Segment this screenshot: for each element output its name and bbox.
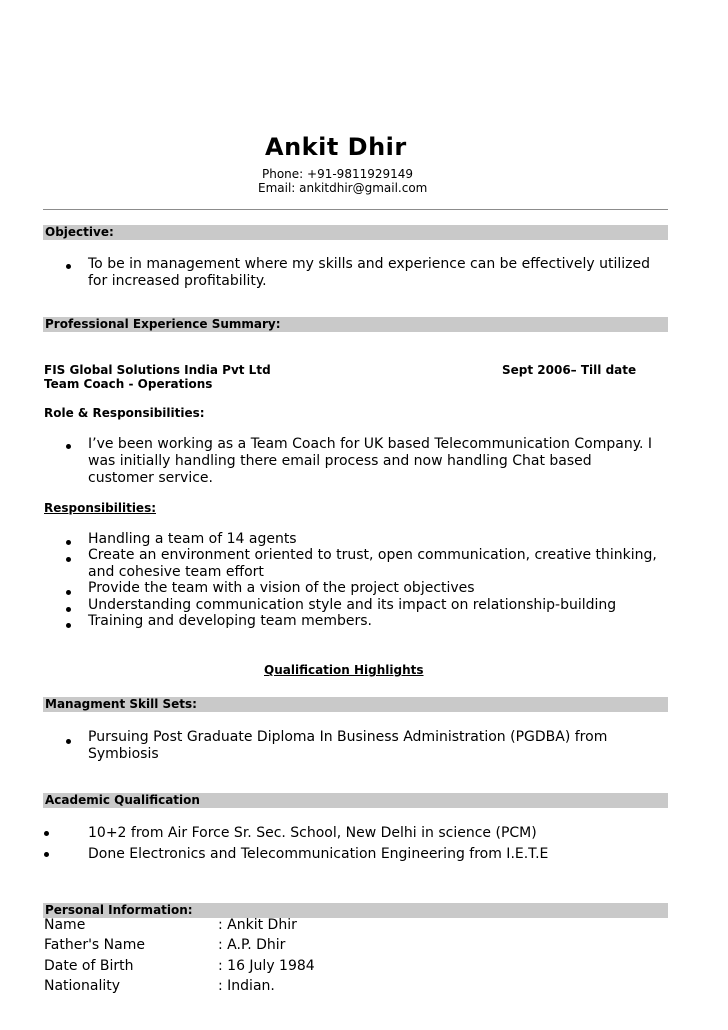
academic-item: 10+2 from Air Force Sr. Sec. School, New Delhi in science (PCM) [88,825,537,841]
experience-section-bar [43,317,668,332]
objective-section-bar [43,225,668,240]
fathers-name-label: Father's Name [44,937,145,953]
bullet-icon [66,623,71,628]
bullet-icon [66,590,71,595]
role-heading: Role & Responsibilities: [44,406,205,420]
bullet-icon [44,852,49,857]
bullet-icon [66,264,71,269]
job-title: Team Coach - Operations [44,377,213,391]
personal-heading: Personal Information: [45,903,193,917]
nationality-label: Nationality [44,978,121,994]
header-divider [43,209,668,210]
bullet-icon [66,444,71,449]
candidate-name: Ankit Dhir [265,133,407,161]
date-of-birth-value: : 16 July 1984 [218,958,315,974]
responsibility-item: Understanding communication style and its impact on relationship-building [88,597,617,613]
fathers-name-value: : A.P. Dhir [218,937,286,953]
bullet-icon [66,540,71,545]
responsibility-item: Provide the team with a vision of the project objectives [88,580,475,596]
responsibilities-heading: Responsibilities: [44,501,157,515]
academic-section-bar [43,793,668,808]
qualification-highlights-heading: Qualification Highlights [264,663,424,677]
responsibility-item: Handling a team of 14 agents [88,531,297,547]
name-label: Name [44,917,86,933]
personal-section-bar [43,903,668,918]
management-item: Pursuing Post Graduate Diploma In Business Administration (PGDBA) from Symbiosis [88,729,608,762]
responsibility-item: Create an environment oriented to trust, open communication, creative thinking, and cohesive team effort [88,547,657,580]
bullet-icon [66,607,71,612]
academic-item: Done Electronics and Telecommunication Engineering from I.E.T.E [88,846,549,862]
name-value: : Ankit Dhir [218,917,297,933]
email-address: Email: ankitdhir@gmail.com [258,181,428,195]
bullet-icon [66,739,71,744]
objective-item: To be in management where my skills and experience can be effectively utilized for increased profitability. [88,256,650,289]
responsibility-item: Training and developing team members. [88,613,372,629]
nationality-value: : Indian. [218,978,275,994]
experience-heading: Professional Experience Summary: [45,317,281,331]
academic-heading: Academic Qualification [45,793,200,807]
management-section-bar [43,697,668,712]
date-of-birth-label: Date of Birth [44,958,134,974]
bullet-icon [66,557,71,562]
management-heading: Managment Skill Sets: [45,697,197,711]
role-item: I’ve been working as a Team Coach for UK based Telecommunication Company. I was initially handling there email process and now handling Chat based customer service. [88,436,653,486]
employment-period: Sept 2006– Till date [502,363,637,377]
phone-number: Phone: +91-9811929149 [262,167,414,181]
company-name: FIS Global Solutions India Pvt Ltd [44,363,271,377]
objective-heading: Objective: [45,225,114,239]
bullet-icon [44,831,49,836]
